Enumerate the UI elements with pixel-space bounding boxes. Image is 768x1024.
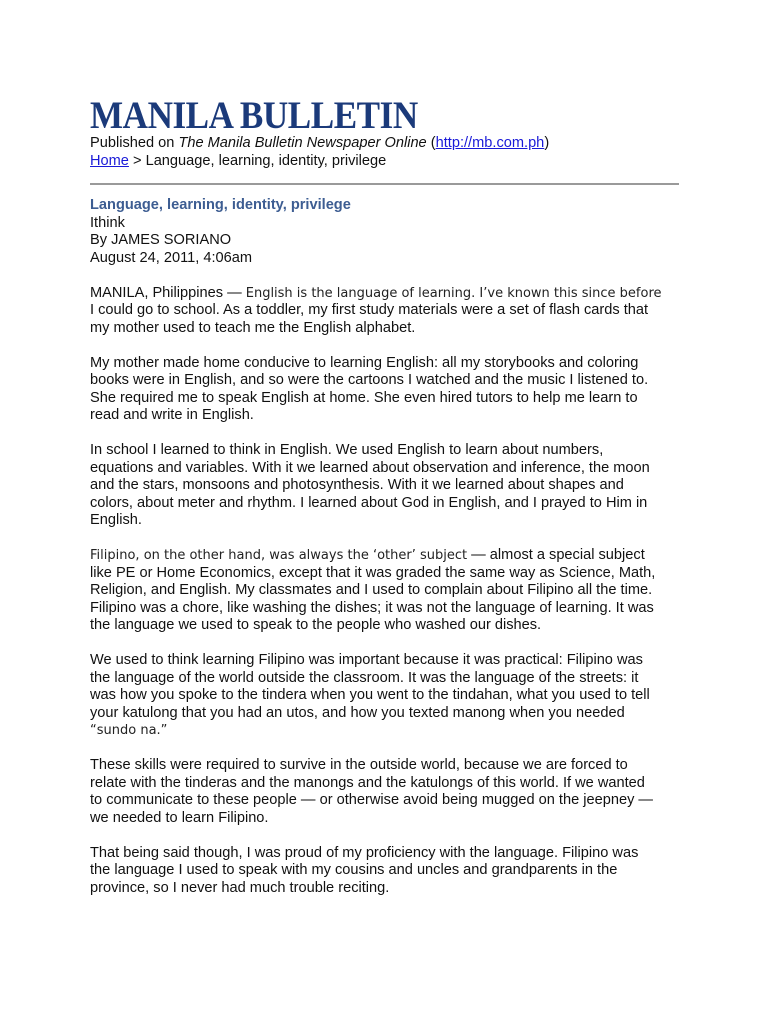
paragraph-line: equations and variables. With it we learned about observation and inference, the moon xyxy=(90,459,650,476)
paragraph-4 xyxy=(90,547,690,635)
paragraph-line: the language of the world outside the classroom. It was the language of the streets: it xyxy=(90,669,639,686)
newspaper-name: The Manila Bulletin Newspaper Online xyxy=(178,135,427,151)
article-byline: By JAMES SORIANO xyxy=(90,232,232,248)
paragraph-line: your katulong that you had an utos, and how you texted manong when you needed xyxy=(90,704,625,721)
paragraph-line: and the stars, monsoons and photosynthesis. With it we learned about shapes and xyxy=(90,477,624,493)
header-divider xyxy=(90,183,679,185)
paragraph-line: books were in English, and so were the cartoons I watched and the music I listened to. xyxy=(90,372,649,388)
article-title: Language, learning, identity, privilege xyxy=(90,197,351,213)
paragraph-line: “sundo na.” xyxy=(90,723,168,738)
paragraph-line: to communicate to these people — or otherwise avoid being mugged on the jeepney — xyxy=(90,792,654,808)
paragraph-1 xyxy=(90,285,690,338)
paragraph-line: relate with the tinderas and the manongs and the katulongs of this world. If we wanted xyxy=(90,774,645,791)
article-dateline: August 24, 2011, 4:06am xyxy=(90,249,252,266)
paragraph-2 xyxy=(90,355,690,425)
paragraph-line: the language we used to speak to the people who washed our dishes. xyxy=(90,617,542,633)
paragraph-line: We used to think learning Filipino was important because it was practical: Filipino was xyxy=(90,652,643,668)
paragraph-line: English. xyxy=(90,512,142,528)
paragraph-line: province, so I never had much trouble reciting. xyxy=(90,879,390,896)
paragraph-line xyxy=(90,547,690,565)
paragraph-line: I could go to school. As a toddler, my first study materials were a set of flash cards that xyxy=(90,302,649,318)
paragraph-line: we needed to learn Filipino. xyxy=(90,809,269,826)
paragraph-line: like PE or Home Economics, except that it was graded the same way as Science, Math, xyxy=(90,564,656,581)
paragraph-line: Religion, and English. My classmates and I used to complain about Filipino all the time. xyxy=(90,582,653,598)
paragraph-3 xyxy=(90,442,690,530)
paragraph-line: my mother used to teach me the English alphabet. xyxy=(90,319,416,336)
paragraph-5 xyxy=(90,652,690,740)
paragraph-line: the language I used to speak with my cousins and uncles and grandparents in the xyxy=(90,862,618,878)
paragraph-line xyxy=(90,285,690,303)
paragraph-text: — almost a special subject xyxy=(467,547,645,563)
url-open-paren: ( xyxy=(426,135,436,151)
paragraph-line: read and write in English. xyxy=(90,407,254,423)
paragraph-6 xyxy=(90,757,690,827)
breadcrumb xyxy=(90,153,690,171)
published-line xyxy=(90,135,690,153)
paragraph-7 xyxy=(90,845,690,898)
paragraph-line: colors, about meter and rhythm. I learned about God in English, and I prayed to Him in xyxy=(90,494,648,511)
breadcrumb-separator: > xyxy=(128,152,146,169)
paragraph-line: My mother made home conducive to learning English: all my storybooks and coloring xyxy=(90,354,639,371)
dateline-lead: MANILA, Philippines — xyxy=(90,284,246,301)
newspaper-url-link[interactable]: http://mb.com.ph xyxy=(435,135,545,151)
paragraph-line: was how you spoke to the tindera when you went to the tindahan, what you used to tell xyxy=(90,687,650,703)
document-page xyxy=(90,94,690,897)
paragraph-line: She required me to speak English at home. She even hired tutors to help me learn to xyxy=(90,389,638,406)
paragraph-line: Filipino was a chore, like washing the dishes; it was not the language of learning. It was xyxy=(90,599,654,616)
breadcrumb-current: Language, learning, identity, privilege xyxy=(145,152,387,169)
paragraph-line: That being said though, I was proud of my proficiency with the language. Filipino was xyxy=(90,844,639,861)
article-section: Ithink xyxy=(90,214,125,231)
paragraph-line: These skills were required to survive in the outside world, because we are forced to xyxy=(90,757,628,773)
paragraph-text-alt: English is the language of learning. I’ve known this since before xyxy=(245,285,662,301)
paragraph-line: In school I learned to think in English. We used English to learn about numbers, xyxy=(90,442,604,458)
url-close-paren: ) xyxy=(544,135,550,151)
breadcrumb-home-link[interactable]: Home xyxy=(90,152,129,169)
masthead-logo: MANILA BULLETIN xyxy=(90,94,418,137)
published-prefix: Published on xyxy=(90,135,179,151)
paragraph-text-alt: Filipino, on the other hand, was always the ‘other’ subject xyxy=(90,548,468,563)
